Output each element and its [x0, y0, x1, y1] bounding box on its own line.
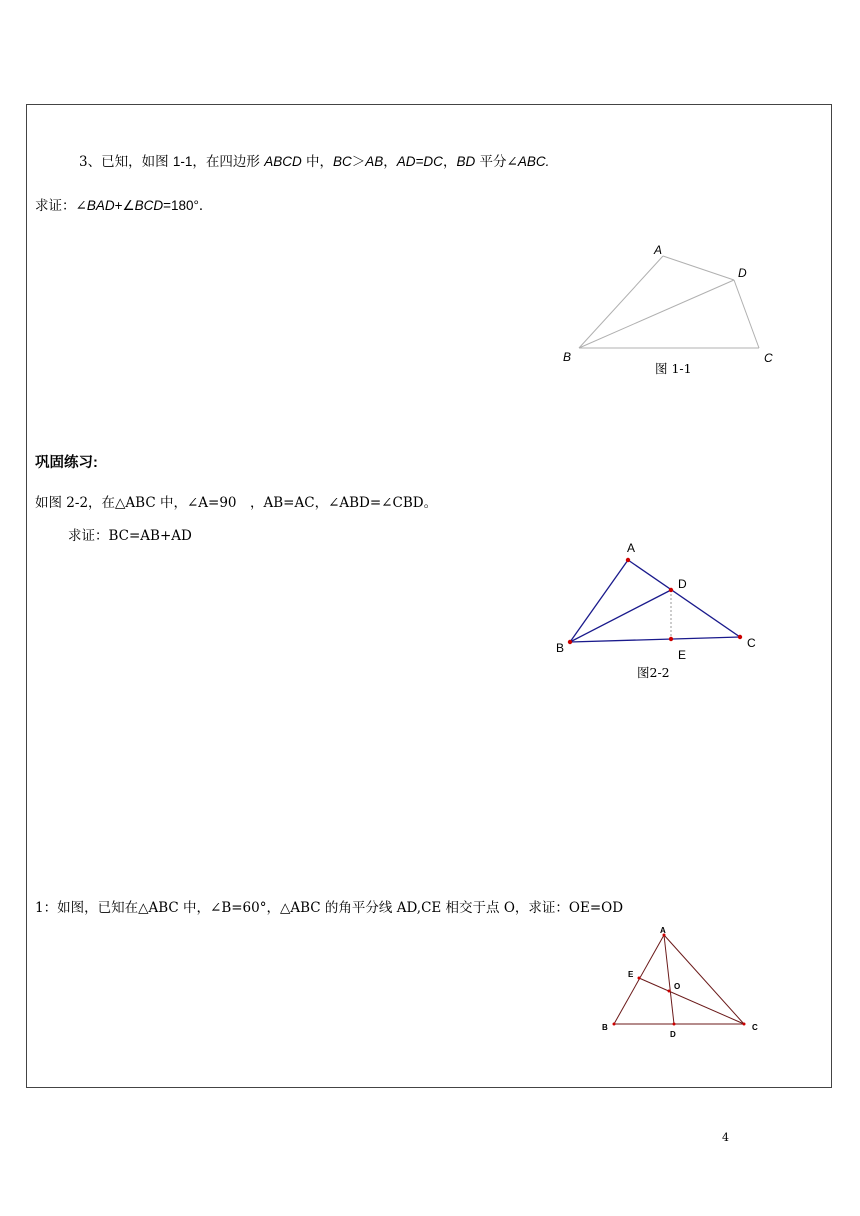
label-b: B [563, 350, 572, 364]
text-run: ＞ [351, 154, 366, 170]
label-b: B [602, 1023, 608, 1032]
label-a: A [660, 926, 666, 935]
segment-dc [734, 280, 759, 348]
point-e [638, 977, 641, 980]
segment-ca [664, 935, 744, 1024]
text-run: ，在四边形 [192, 154, 265, 170]
point-o [668, 990, 671, 993]
page-number: 4 [722, 1131, 729, 1144]
text-run: +∠ [114, 198, 135, 213]
point-c [738, 635, 742, 639]
figure-caption: 图 1-1 [655, 361, 692, 376]
label-c: C [764, 351, 773, 365]
text-run: AD=DC [396, 154, 443, 169]
text-run: ， [383, 154, 397, 170]
segment-ab [570, 560, 628, 642]
problem3-statement [79, 150, 549, 170]
problem3-prove [35, 194, 212, 214]
practice-prove: 求证：BC=AB+AD [68, 528, 192, 544]
text-run: BD [456, 154, 476, 169]
point-d [673, 1023, 676, 1026]
segment-ba [579, 256, 663, 348]
text-run: AB [365, 154, 384, 169]
point-b [613, 1023, 616, 1026]
label-d: D [670, 1030, 676, 1039]
label-c: C [747, 636, 756, 650]
label-e: E [628, 970, 634, 979]
point-e [669, 637, 673, 641]
label-b: B [556, 641, 565, 655]
label-d: D [738, 266, 747, 280]
segment-ce [639, 978, 744, 1024]
text-run: =180°． [163, 198, 213, 213]
figure-1-1 [560, 240, 780, 390]
text-run: 3、已知，如图 [79, 154, 173, 170]
text-run: BC [333, 154, 352, 169]
text-run: BCD [134, 198, 164, 213]
segment-ad [664, 935, 674, 1024]
text-run: BAD [86, 198, 115, 213]
label-c: C [752, 1023, 758, 1032]
problem1-statement: 1：如图，已知在△ABC 中，∠B=60°，△ABC 的角平分线 AD,CE 相交于点 O，求证：OE=OD [35, 900, 624, 916]
point-c [743, 1023, 746, 1026]
figure-2-2 [550, 540, 770, 690]
text-run: 1-1 [172, 154, 193, 169]
text-run: 平分∠ [475, 154, 518, 170]
label-a: A [627, 541, 636, 555]
practice-statement: 如图 2-2，在△ABC 中，∠A=90 ，AB=AC，∠ABD=∠CBD。 [35, 495, 438, 511]
text-run: 中， [301, 154, 334, 170]
segment-ca [628, 560, 740, 637]
figure-caption: 图2-2 [637, 665, 670, 680]
text-run: ， [442, 154, 457, 170]
label-e: E [678, 648, 687, 662]
label-a: A [654, 243, 663, 257]
segment-bc [570, 637, 740, 642]
practice-heading: 巩固练习: [35, 455, 98, 471]
segment-bd [570, 590, 671, 642]
label-d: D [678, 577, 687, 591]
text-run: 求证：∠ [35, 198, 87, 214]
segment-ad [663, 256, 734, 280]
point-a [626, 558, 630, 562]
point-d [669, 588, 673, 592]
text-run: ABC. [517, 154, 550, 169]
segment-bd [579, 280, 734, 348]
figure-problem1 [598, 925, 778, 1045]
text-run: ABCD [264, 154, 302, 169]
label-o: O [674, 982, 681, 991]
point-b [568, 640, 572, 644]
